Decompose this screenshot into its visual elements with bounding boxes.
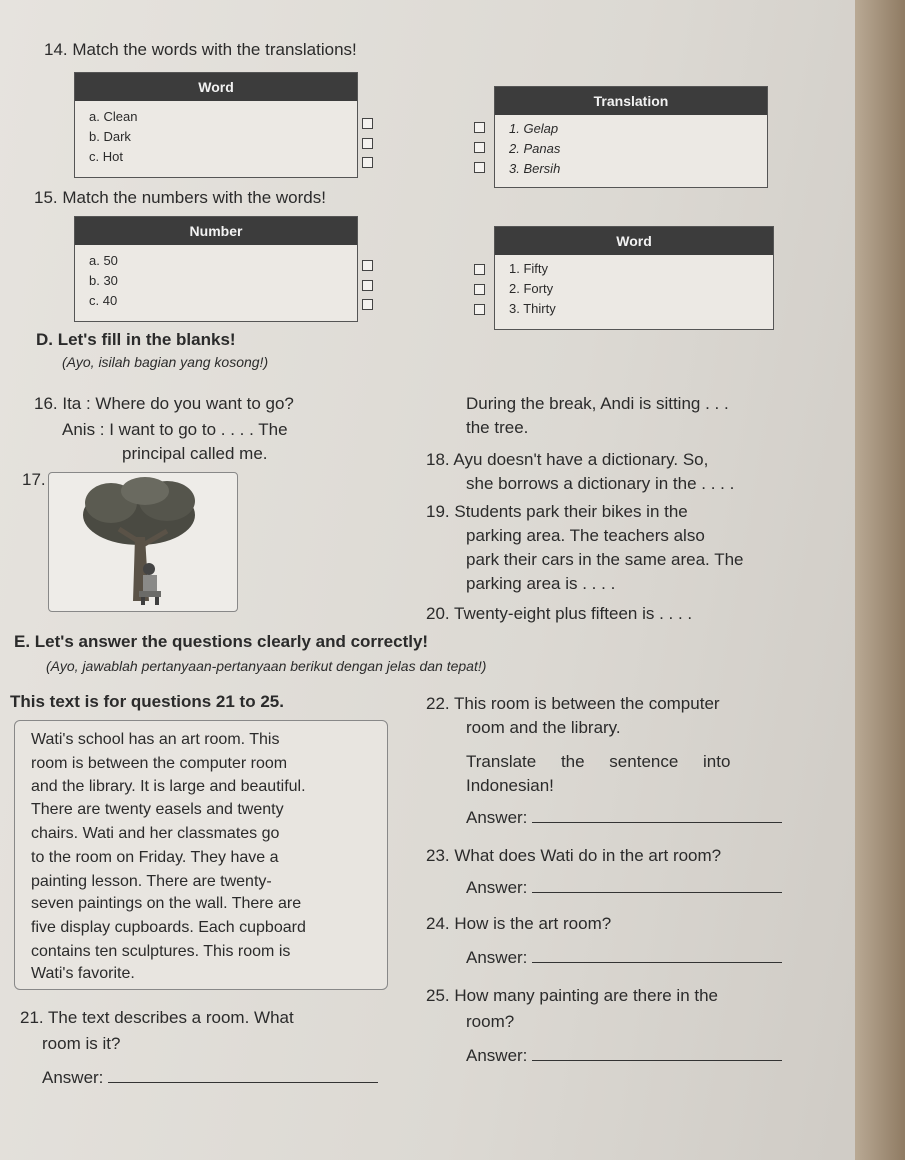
- q24-answer: [466, 948, 782, 968]
- q21-answer: [42, 1068, 378, 1088]
- q22-line-1: 22. This room is between the computer: [426, 694, 720, 713]
- passage-line: seven paintings on the wall. There are: [31, 895, 302, 912]
- passage-line: Wati's school has an art room. This: [31, 731, 280, 748]
- q22-answer: [466, 808, 782, 828]
- q15-word-1: 1. Fifty: [509, 261, 549, 276]
- q15-answer-box-a[interactable]: [362, 260, 373, 271]
- q14-translation-header: Translation: [495, 87, 767, 115]
- q25-answer: [466, 1046, 782, 1066]
- q21-answer-label: Answer:: [42, 1068, 104, 1087]
- q14-word-c: c. Hot: [89, 149, 123, 164]
- q17-line-1: During the break, Andi is sitting . . .: [466, 394, 729, 413]
- q14-translation-3: 3. Bersih: [509, 161, 561, 176]
- passage-line: Wati's favorite.: [31, 965, 135, 982]
- q14-translation-1: 1. Gelap: [509, 121, 559, 136]
- q17-tree-picture: [48, 472, 238, 612]
- q15-title: 15. Match the numbers with the words!: [34, 188, 326, 207]
- q21-answer-line[interactable]: [108, 1068, 378, 1083]
- section-d-title: D. Let's fill in the blanks!: [36, 330, 236, 349]
- q25-line-1: 25. How many painting are there in the: [426, 986, 719, 1005]
- q15-word-header: Word: [495, 227, 773, 255]
- q22-line-2: room and the library.: [466, 718, 621, 737]
- q15-number-a: a. 50: [89, 253, 118, 268]
- section-e-subtitle: (Ayo, jawablah pertanyaan-pertanyaan berikut dengan jelas dan tepat!): [46, 658, 487, 674]
- q18-line-1: 18. Ayu doesn't have a dictionary. So,: [426, 450, 709, 469]
- section-e-title: E. Let's answer the questions clearly and correctly!: [14, 632, 429, 651]
- q15-number-table: [74, 216, 358, 322]
- q19-line-3: park their cars in the same area. The: [466, 550, 744, 569]
- q23-answer-line[interactable]: [532, 878, 782, 893]
- q15-answer-box-1[interactable]: [474, 264, 485, 275]
- q20-text: 20. Twenty-eight plus fifteen is . . . .: [426, 604, 693, 623]
- passage-line: painting lesson. There are twenty-: [31, 873, 272, 890]
- q21-line-1: 21. The text describes a room. What: [20, 1008, 294, 1027]
- q14-word-table: [74, 72, 358, 178]
- q14-answer-box-3[interactable]: [474, 162, 485, 173]
- passage-line: room is between the computer room: [31, 755, 288, 772]
- q16-line-2: Anis : I want to go to . . . . The: [62, 420, 288, 439]
- q14-translation-table: [494, 86, 768, 188]
- passage-line: five display cupboards. Each cupboard: [31, 919, 306, 936]
- q25-line-2: room?: [466, 1012, 515, 1031]
- q23-answer-label: Answer:: [466, 878, 528, 897]
- tree-illustration: [49, 473, 237, 611]
- q15-number-c: c. 40: [89, 293, 118, 308]
- q23-answer: [466, 878, 782, 898]
- q16-line-1: 16. Ita : Where do you want to go?: [34, 394, 294, 413]
- q22-line-4: Indonesian!: [466, 776, 554, 795]
- q15-word-table: [494, 226, 774, 330]
- q24-question: 24. How is the art room?: [426, 914, 612, 933]
- passage-intro: This text is for questions 21 to 25.: [10, 692, 284, 711]
- q15-answer-box-c[interactable]: [362, 299, 373, 310]
- q15-word-2: 2. Forty: [509, 281, 554, 296]
- q16-line-3: principal called me.: [122, 444, 268, 463]
- q22-answer-line[interactable]: [532, 808, 782, 823]
- q14-translation-2: 2. Panas: [509, 141, 561, 156]
- q14-answer-box-c[interactable]: [362, 157, 373, 168]
- q25-answer-line[interactable]: [532, 1046, 782, 1061]
- q19-line-4: parking area is . . . .: [466, 574, 616, 593]
- q15-word-3: 3. Thirty: [509, 301, 556, 316]
- q14-word-b: b. Dark: [89, 129, 131, 144]
- passage-line: There are twenty easels and twenty: [31, 801, 284, 818]
- q17-number: 17.: [22, 470, 46, 489]
- q15-number-b: b. 30: [89, 273, 118, 288]
- q15-answer-box-2[interactable]: [474, 284, 485, 295]
- section-d-subtitle: (Ayo, isilah bagian yang kosong!): [62, 354, 269, 370]
- q22-line-3: Translate the sentence into: [466, 752, 731, 771]
- q19-line-1: 19. Students park their bikes in the: [426, 502, 688, 521]
- q19-line-2: parking area. The teachers also: [466, 526, 705, 545]
- q15-answer-box-b[interactable]: [362, 280, 373, 291]
- q18-line-2: she borrows a dictionary in the . . . .: [466, 474, 735, 493]
- q15-number-header: Number: [75, 217, 357, 245]
- passage-line: to the room on Friday. They have a: [31, 849, 279, 866]
- q14-word-header: Word: [75, 73, 357, 101]
- q14-answer-box-2[interactable]: [474, 142, 485, 153]
- q14-answer-box-1[interactable]: [474, 122, 485, 133]
- q14-answer-box-b[interactable]: [362, 138, 373, 149]
- q14-answer-box-a[interactable]: [362, 118, 373, 129]
- passage-line: chairs. Wati and her classmates go: [31, 825, 280, 842]
- q25-answer-label: Answer:: [466, 1046, 528, 1065]
- q22-answer-label: Answer:: [466, 808, 528, 827]
- q14-title: 14. Match the words with the translations!: [44, 40, 357, 59]
- q23-question: 23. What does Wati do in the art room?: [426, 846, 722, 865]
- reading-passage: [14, 720, 388, 990]
- page-edge-background: [855, 0, 905, 1160]
- q17-line-2: the tree.: [466, 418, 529, 437]
- q24-answer-line[interactable]: [532, 948, 782, 963]
- q21-line-2: room is it?: [42, 1034, 121, 1053]
- passage-line: and the library. It is large and beautiful.: [31, 778, 306, 795]
- q14-word-a: a. Clean: [89, 109, 138, 124]
- q24-answer-label: Answer:: [466, 948, 528, 967]
- passage-line: contains ten sculptures. This room is: [31, 943, 291, 960]
- q15-answer-box-3[interactable]: [474, 304, 485, 315]
